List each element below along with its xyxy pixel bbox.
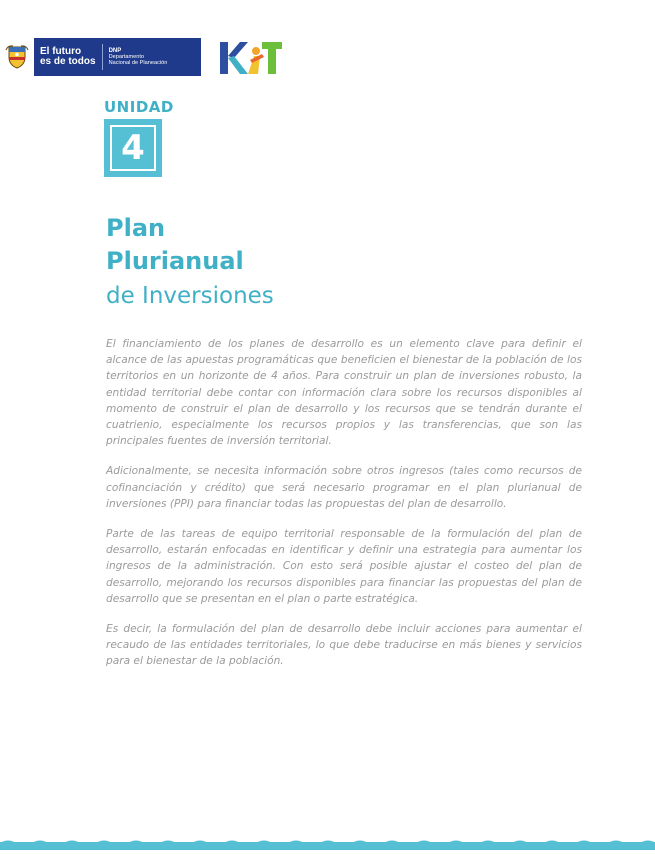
dnp-acronym: DNP	[108, 47, 122, 54]
title-line3: de Inversiones	[106, 283, 274, 309]
paragraph-2: Adicionalmente, se necesita información sobre otros ingresos (tales como recursos de cofinanciación y crédito) que será necesario programar en el plan plurianual de inversiones (PPI) para financiar todas las propuestas del plan de desarrollo.	[106, 465, 582, 510]
title-line2: Plurianual	[106, 247, 244, 275]
gov-slogan-line1: El futuro	[40, 46, 82, 57]
colombia-seal-icon	[0, 38, 34, 76]
gov-slogan-line2: es de todos	[40, 56, 96, 67]
dnp-logo-text	[109, 48, 168, 67]
unit-label: UNIDAD	[104, 98, 174, 116]
dnp-line3: Nacional de Planeación	[108, 60, 168, 67]
footer-wave-band	[0, 835, 655, 848]
title-line1: Plan	[106, 214, 166, 242]
unit-number-frame	[110, 125, 156, 171]
unit-number-badge	[104, 119, 162, 177]
unit-number: 4	[121, 128, 145, 168]
logo-divider	[102, 44, 103, 70]
body-text	[106, 336, 582, 684]
paragraph-4: Es decir, la formulación del plan de desarrollo debe incluir acciones para aumentar el recaudo de las entidades territoriales, lo que debe traducirse en más bienes y servicios para el bienestar de la población.	[106, 623, 582, 668]
gov-logo-blue-band	[34, 38, 201, 76]
page-title	[106, 212, 274, 314]
dnp-line2: Departamento	[108, 53, 145, 60]
kit-logo	[218, 38, 284, 78]
gov-logo-banner	[0, 38, 201, 76]
gov-slogan	[40, 47, 96, 67]
paragraph-1: El financiamiento de los planes de desarrollo es un elemento clave para definir el alcance de las apuestas programáticas que beneficien el bienestar de la población de los territorios en un horizonte de 4 años. Para construir un plan de inversiones robusto, la entidad territorial debe contar con información clara sobre los recursos disponibles al momento de construir el plan de desarrollo y los recursos que se tendrán durante el cuatrienio, especialmente los recursos propios y las transferencias, que son las principales fuentes de inversión territorial.	[106, 338, 582, 448]
paragraph-3: Parte de las tareas de equipo territorial responsable de la formulación del plan de desarrollo, estarán enfocadas en identificar y definir una estrategia para aumentar los ingresos de la administración. Con esto será posible ajustar el costeo del plan de desarrollo, mejorando los recursos disponibles para financiar las propuestas del plan de desarrollo que se presentan en el plan o parte estratégica.	[106, 528, 582, 605]
